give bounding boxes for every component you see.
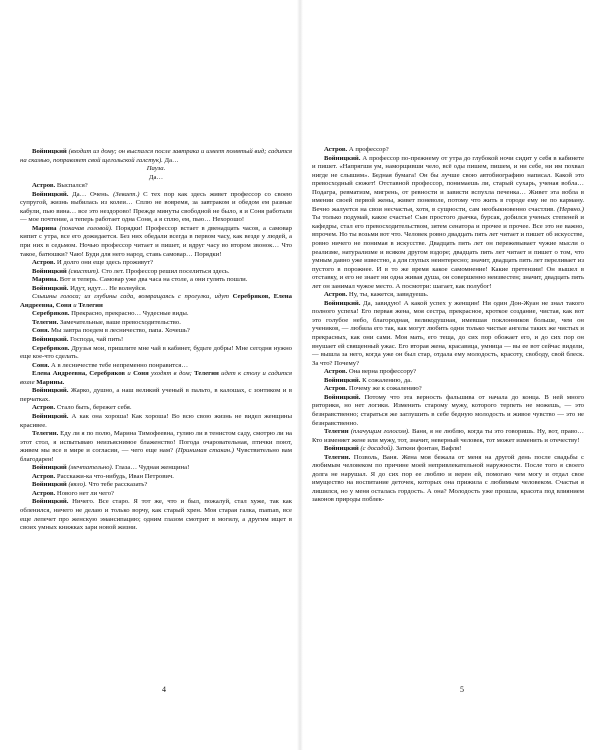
speech-text: Ну, ты, кажется, завидуешь. xyxy=(347,291,429,299)
speech-text: Стало быть, бережет себя. xyxy=(55,404,132,412)
speaker-name: Войницкий. xyxy=(324,154,361,162)
stage-direction: (Зевает.) xyxy=(113,190,140,198)
paragraph xyxy=(20,464,292,473)
speech-text: А профессор? xyxy=(347,146,389,153)
speaker-name: Марина xyxy=(32,224,57,232)
paragraph xyxy=(20,148,292,165)
paragraph xyxy=(312,155,584,292)
speaker-name: Соня xyxy=(133,370,149,378)
speaker-name: Астров. xyxy=(32,182,56,190)
speaker-name: Телегин xyxy=(194,370,219,378)
speech-text: Вот и теперь. Самовар уже два часа на столе, а они гулять пошли. xyxy=(58,276,248,284)
speech-text: Что тебе рассказать? xyxy=(88,481,148,489)
speaker-name: Соня. xyxy=(32,361,50,369)
speaker-name: Серебряков. xyxy=(32,310,70,318)
speech-text: Нового нет ли чего? xyxy=(55,489,115,497)
stage-direction: и xyxy=(71,301,79,309)
speaker-name: Астров. xyxy=(32,404,56,412)
speech-text: А в лесничестве тебе непременно понравится… xyxy=(49,361,189,369)
stage-direction: уходят в дом; xyxy=(148,370,195,378)
paragraph xyxy=(20,336,292,345)
paragraph xyxy=(20,327,292,336)
stage-direction: (плачущим голосом). xyxy=(348,428,412,436)
speech-text: Замечательные, ваше превосходительство. xyxy=(58,318,181,326)
stage-direction: (с досадой). xyxy=(358,445,396,453)
speaker-name: Серебряков, Елена Андреевна, Соня xyxy=(20,293,292,309)
speaker-name: Телегин xyxy=(324,428,349,436)
stage-direction: Пауза. xyxy=(146,165,166,173)
speech-text: Потому что эта верность фальшива от начала до конца. В ней много риторики, но нет логики. Изменить старому мужу, которого терпеть не можешь, — это безнравственно; стараться же заглушить в себе бедную молодость и живое чувство — это не безнравственно. xyxy=(312,393,584,427)
speaker-name: Телегин. xyxy=(32,430,59,438)
stage-direction: (вяло). xyxy=(66,481,89,489)
speaker-name: Телегин. xyxy=(32,318,59,326)
paragraph xyxy=(20,165,292,174)
speaker-name: Астров. xyxy=(32,489,56,497)
speaker-name: Астров. xyxy=(324,146,348,153)
speaker-name: Войницкий. xyxy=(324,299,361,307)
stage-direction: (входит из дому; он выспался после завтрака и имеет помятый вид; садится на скамью, поправляет свой щегольской галстук). xyxy=(20,148,292,164)
speech-text: Жарко, душно, а наш великий ученый в пальто, в калошах, с зонтиком и в перчатках. xyxy=(20,387,292,403)
stage-direction: (Принимая стакан.) xyxy=(175,447,235,455)
paragraph xyxy=(20,387,292,404)
paragraph xyxy=(20,174,292,183)
paragraph xyxy=(20,345,292,362)
speech-text: Чувствительно вам благодарен! xyxy=(20,447,292,463)
speech-text: Да… xyxy=(164,156,179,164)
paragraph xyxy=(20,370,292,387)
stage-direction: (мечтательно). xyxy=(66,464,116,472)
speech-text: Друзья мои, пришлите мне чай в кабинет, будьте добры! Мне сегодня нужно еще кое-что сделать. xyxy=(20,344,292,361)
speaker-name: Телегин. xyxy=(324,453,351,461)
speech-text: Да… Очень. xyxy=(68,190,114,198)
speech-text: Идут, идут… Не волнуйся. xyxy=(68,284,147,292)
speech-text: Прекрасно, прекрасно… Чудесные виды. xyxy=(69,310,189,318)
right-page xyxy=(300,0,600,750)
left-page-text xyxy=(20,148,292,533)
speaker-name: Марины. xyxy=(36,378,65,386)
stage-direction: идет к столу и садится возле xyxy=(20,370,292,386)
paragraph xyxy=(312,385,584,394)
paragraph xyxy=(20,473,292,482)
paragraph xyxy=(312,394,584,428)
paragraph xyxy=(20,362,292,371)
speaker-name: Войницкий. xyxy=(32,498,69,506)
speaker-name: Астров. xyxy=(324,368,348,376)
speaker-name: Войницкий xyxy=(32,267,67,275)
right-page-text xyxy=(312,146,584,505)
speech-text: Почему же к сожалению? xyxy=(347,385,422,393)
speaker-name: Войницкий. xyxy=(32,336,69,344)
speech-text: А профессор по-прежнему от утра до глубокой ночи сидит у себя в кабинете и пишет. «Напрягши ум, наморщивши чело, всё оды пишем, пишем, и ни себе, ни им похвал нигде не слышим». Бедная бумага! Он бы лучше свою автобиографию написал. Какой это превосходный сюжет! Отставной профессор, понимаешь ли, старый сухарь, ученая вобла… Подагра, ревматизм, мигрень, от ревности и зависти вспухла печенка… Живет эта вобла в имении своей первой жены, живет поневоле, потому что жить в городе ему не по карману. Вечно жалуется на свои несчастья, хотя, в сущности, сам необыкновенно счастлив. xyxy=(312,154,584,213)
paragraph xyxy=(20,481,292,490)
paragraph xyxy=(20,430,292,464)
speech-text: Она верна профессору? xyxy=(347,368,417,376)
speech-text: Ничего. Все старо. Я тот же, что и был, пожалуй, стал хуже, так как обленился, ничего не делаю и только ворчу, как старый хрен. Моя старая галка, maman, все еще лепечет про женскую эмансипацию; одним глазом смотрит в могилу, а другим ищет в своих умных книжках зари новой жизни. xyxy=(20,498,292,532)
speech-text: И долго они еще здесь проживут? xyxy=(55,259,154,267)
speech-text: Еду ли я по полю, Марина Тимофеевна, гуляю ли в тенистом саду, смотрю ли на этот стол, я испытываю неизъяснимое блаженство! Погода очаровательная, птички поют, живем мы все в мире и согласии, — чего еще нам? xyxy=(20,430,292,455)
speaker-name: Серебряков. xyxy=(32,344,70,352)
paragraph xyxy=(20,490,292,499)
speaker-name: Марина. xyxy=(32,276,59,284)
speech-text: Да, завидую! А какой успех у женщин! Ни один Дон-Жуан не знал такого полного успеха! Его первая жена, моя сестра, прекрасное, кроткое создание, чистая, как вот это голубое небо, благородная, великодушная, имевшая поклонников больше, чем он учеников, — любила его так, как могут любить одни только чистые ангелы таких же чистых и прекрасных, как они сами. Моя мать, его теща, до сих пор обожает его, и до сих пор он внушает ей священный ужас. Его вторая жена, красавица, умница — вы ее вот сейчас видели, — вышла за него, когда уже он был стар, отдала ему молодость, красоту, свободу, свой блеск. За что? Почему? xyxy=(312,299,584,367)
speaker-name: Войницкий. xyxy=(32,284,69,292)
speech-text: Расскажи-ка что-нибудь, Иван Петрович. xyxy=(55,472,174,480)
paragraph xyxy=(312,428,584,445)
speaker-name: Елена Андреевна, Серебряков xyxy=(32,370,126,378)
paragraph xyxy=(20,319,292,328)
speech-text: Позволь, Ваня. Жена моя бежала от меня на другой день после свадьбы с любимым человеком по причине моей непривлекательной наружности. После того я своего долга не нарушал. Я до сих пор ее люблю и верен ей, помогаю чем могу и отдал свое имущество на воспитание деточек, которых она прижила с любимым человеком. Счастья я лишился, но у меня осталась гордость. А она? Молодость уже прошла, красота под влиянием законов природы поблек- xyxy=(312,453,584,504)
speech-text: Сто лет. Профессор решил поселиться здесь. xyxy=(101,267,230,275)
paragraph xyxy=(20,182,292,191)
speaker-name: Войницкий. xyxy=(324,393,361,401)
paragraph xyxy=(20,498,292,532)
speech-text: Господа, чай пить! xyxy=(68,336,124,344)
stage-direction: Слышны голоса; из глубины сада, возвращаясь с прогулки, идут xyxy=(32,293,233,301)
speech-text: Да… xyxy=(148,173,164,181)
speaker-name: Астров. xyxy=(32,259,56,267)
speaker-name: Войницкий xyxy=(32,464,67,472)
stage-direction: (свистит). xyxy=(66,267,102,275)
paragraph xyxy=(20,310,292,319)
speech-text: Выспался? xyxy=(55,182,88,190)
speaker-name: Соня. xyxy=(32,327,50,335)
paragraph xyxy=(312,368,584,377)
speaker-name: Астров. xyxy=(324,291,348,299)
stage-direction: и xyxy=(125,370,134,378)
paragraph xyxy=(312,454,584,505)
speech-text: С тех пор как здесь живет профессор со своею супругой, жизнь выбилась из колеи… Сплю не вовремя, за завтраком и обедом ем разные кабули, пью вина… все это нездорово! Прежде минуты свободной не было, я и Соня работали — мое почтение, а теперь работает одна Соня, а я сплю, ем, пью… Нехорошо! xyxy=(20,190,292,224)
paragraph xyxy=(20,225,292,259)
speaker-name: Войницкий xyxy=(324,445,359,453)
paragraph xyxy=(312,445,584,454)
stage-direction: (покачав головой). xyxy=(56,224,116,232)
speech-text: Мы завтра поедем в лесничество, папа. Хочешь? xyxy=(49,327,190,335)
paragraph xyxy=(312,300,584,368)
book-gutter xyxy=(297,0,303,750)
speech-text: Ты только подумай, какое счастье! Сын простого дьячка, бурсак, добился ученых степеней и кафедры, стал его превосходительством, зятем сенатора и прочее и прочее. Все это не важно, впрочем. Но ты возьми вот что. Человек ровно двадцать пять лет читает и пишет об искусстве, ровно ничего не понимая в искусстве. Двадцать пять лет он пережевывает чужие мысли о реализме, натурализме и всяком другом вздоре; двадцать пять лет читает и пишет о том, что умным давно уже известно, а для глупых неинтересно; значит, двадцать пять лет переливает из пустого в порожнее. И в то же время какое самомнение! Какие претензии! Он вышел в отставку, и его не знает ни одна живая душа, он совершенно неизвестен; значит, двадцать пять лет он занимал чужое место. А посмотри: шагает, как полубог! xyxy=(312,214,584,290)
paragraph xyxy=(312,146,584,155)
paragraph xyxy=(20,276,292,285)
paragraph xyxy=(20,268,292,277)
paragraph xyxy=(20,259,292,268)
paragraph xyxy=(20,285,292,294)
speech-text: Порядки! Профессор встает в двенадцать часов, а самовар кипит с утра, все его дожидается. Без них обедали всегда в первом часу, как везде у людей, а при них в седьмом. Ночью профессор читает и пишет, и вдруг часу во втором звонок… Что такое, батюшки? Чаю! Буди для него народ, ставь самовар… Порядки! xyxy=(20,224,292,258)
speech-text: Ваня, я не люблю, когда ты это говоришь. Ну, вот, право… Кто изменяет жене или мужу, тот, значит, неверный человек, тот может изменить и отечеству! xyxy=(312,428,584,444)
paragraph xyxy=(20,413,292,430)
speaker-name: Войницкий. xyxy=(32,412,69,420)
paragraph xyxy=(20,293,292,310)
speaker-name: Астров. xyxy=(32,472,56,480)
speaker-name: Войницкий. xyxy=(32,387,69,395)
stage-direction: (Нервно.) xyxy=(557,205,584,213)
speaker-name: Войницкий. xyxy=(324,376,361,384)
speech-text: К сожалению, да. xyxy=(360,376,412,384)
speaker-name: Астров. xyxy=(324,385,348,393)
speaker-name: Войницкий. xyxy=(32,190,69,198)
paragraph xyxy=(20,404,292,413)
speech-text: Заткни фонтан, Вафля! xyxy=(395,445,462,453)
speech-text: Глаза… Чудная женщина! xyxy=(115,464,190,472)
paragraph xyxy=(312,377,584,386)
speaker-name: Телегин xyxy=(78,301,103,309)
paragraph xyxy=(20,191,292,225)
left-page-number: 4 xyxy=(162,685,166,694)
speech-text: А как она хороша! Как хороша! Во всю свою жизнь не видел женщины красивее. xyxy=(20,412,292,429)
paragraph xyxy=(312,291,584,300)
speaker-name: Войницкий xyxy=(32,148,67,155)
speaker-name: Войницкий xyxy=(32,481,67,489)
right-page-number: 5 xyxy=(460,685,464,694)
